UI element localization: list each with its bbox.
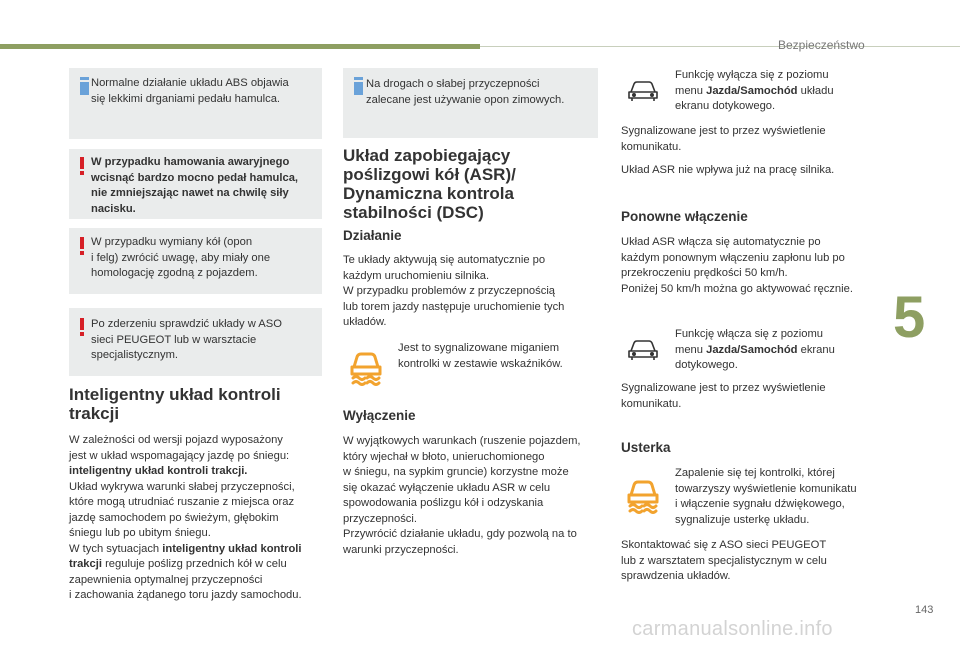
text-run: menu [675,343,707,356]
usterka-paragraph [675,466,857,528]
text-line: sygnalizuje usterkę układu. [675,513,810,526]
text-line: Układ wykrywa warunki słabej przyczepności, [69,480,295,493]
text-line: Sygnalizowane jest to przez wyświetlenie [621,382,826,394]
text-line: Sygnalizowane jest to przez wyświetlenie [621,125,826,137]
note-line: Normalne działanie układu ABS objawia [91,77,289,89]
text-run: reguluje poślizg przednich kół w celu [101,558,287,570]
warning-icon [80,237,84,255]
text-line: przekroczeniu prędkości 50 km/h. [621,267,788,279]
text-line: się okazać wyłączenie układu ASR w celu [343,481,551,494]
text-line [69,557,329,573]
text-run: menu [675,84,707,97]
esp-fault-lamp-icon [623,476,663,514]
text-line: śniegu lub po ubitym śniegu. [69,527,211,539]
header-accent-bar [0,44,480,49]
text-run-bold: trakcji [69,558,102,570]
text-line: komunikatu. [621,140,682,153]
text-line: kontrolki w zestawie wskaźników. [398,357,563,370]
info-icon [352,77,365,95]
ponowne-paragraph [621,235,886,297]
warning-icon [80,157,84,175]
text-line: spowodowania poślizgu kół i odzyskania [343,497,544,509]
warning-box-wheels [69,228,322,294]
heading-traction-control [69,385,281,423]
text-line [69,542,329,558]
text-line: zapewnienia optymalnej przyczepności [69,573,263,586]
heading-asr-dsc [343,146,516,222]
text-run: układu [797,84,834,97]
note-box-tyres [343,68,598,138]
warning-line: nacisku. [91,202,136,215]
off-signal-text [621,124,826,155]
text-line: Poniżej 50 km/h można go aktywować ręcznie. [621,282,853,295]
text-line: lub torem jazdy następuje uruchomienie tych [343,300,565,313]
section-title: Bezpieczeństwo [778,38,865,52]
text-line: Przywrócić działanie układu, gdy pozwolą na to [343,528,577,540]
text-line: ekranu dotykowego. [675,100,776,112]
text-line: przyczepności. [343,512,417,525]
text-line: Jest to sygnalizowane miganiem [398,342,560,354]
off-instructions [675,68,834,115]
text-line: komunikatu. [621,397,682,410]
contact-paragraph [621,538,827,585]
text-line: Te układy aktywują się automatycznie po [343,254,546,266]
chapter-number: 5 [893,285,926,350]
traction-control-paragraph [69,433,329,604]
wylaczenie-paragraph [343,434,608,558]
heading-line: Inteligentny układ kontroli [69,385,281,404]
esp-warning-lamp-icon [346,348,386,386]
text-line: towarzyszy wyświetlenie komunikatu [675,482,857,495]
text-line: jazdę samochodem po świeżym, głębokim [69,511,279,524]
warning-line: wcisnąć bardzo mocno pedał hamulca, [91,171,299,184]
off-asr-text: Układ ASR nie wpływa już na pracę silnika. [621,164,835,176]
on-signal-text [621,381,826,412]
on-instructions [675,327,835,374]
text-line: który wjechał w błoto, unieruchomionego [343,450,545,463]
text-line: Układ ASR włącza się automatycznie po [621,236,821,248]
page-number: 143 [915,604,934,616]
heading-dzialanie: Działanie [343,228,402,243]
note-box-abs [69,68,322,139]
text-line: W wyjątkowych warunkach (ruszenie pojazdem, [343,435,581,447]
text-line: w śniegu, na sypkim gruncie) korzystne może [343,466,569,478]
text-line: i zachowania żądanego toru jazdy samochodu. [69,589,302,601]
text-line: które mogą utrudniać ruszanie z miejsca oraz [69,496,295,508]
text-run: ekranu [797,343,835,356]
heading-line: stabilności (DSC) [343,203,484,222]
heading-line: poślizgowi kół (ASR)/ [343,165,516,184]
note-line: Na drogach o słabej przyczepności [366,78,540,90]
text-line: Funkcję włącza się z poziomu [675,328,823,340]
text-line: inteligentny układ kontroli trakcji. [69,465,248,477]
text-line: W zależności od wersji pojazd wyposażony [69,434,283,446]
warning-box-emergency [69,149,322,219]
text-line: lub z warsztatem specjalistycznym w celu [621,554,827,567]
text-line: sprawdzenia układów. [621,570,731,582]
menu-path: Jazda/Samochód [706,84,798,97]
watermark: carmanualsonline.info [632,618,833,640]
car-icon [627,339,659,361]
info-icon [78,77,91,95]
car-icon [627,80,659,102]
note-line: zalecane jest używanie opon zimowych. [366,93,565,106]
heading-wylaczenie: Wyłączenie [343,408,416,423]
heading-line: Dynamiczna kontrola [343,184,514,203]
warning-line: W przypadku hamowania awaryjnego [91,156,290,168]
text-line: Zapalenie się tej kontrolki, której [675,467,835,479]
warning-line: i felg) zwrócić uwagę, aby miały one [91,251,271,264]
text-line: warunki przyczepności. [343,543,459,556]
heading-line: Układ zapobiegający [343,146,511,165]
heading-line: trakcji [69,404,120,423]
warning-line: homologację zgodną z pojazdem. [91,267,258,279]
lamp-description [398,341,563,372]
warning-line: Po zderzeniu sprawdzić układy w ASO [91,318,282,330]
warning-line: W przypadku wymiany kół (opon [91,236,253,248]
warning-line: specjalistycznym. [91,349,179,361]
text-run: W tych sytuacjach [69,542,163,555]
text-line: jest w układ wspomagający jazdę po śniegu: [69,449,290,462]
text-line: W przypadku problemów z przyczepnością [343,285,556,297]
text-line: układów. [343,316,387,328]
heading-usterka: Usterka [621,440,671,455]
note-line: się lekkimi drganiami pedału hamulca. [91,92,281,105]
text-line: Skontaktować się z ASO sieci PEUGEOT [621,539,827,551]
warning-line: nie zmniejszając nawet na chwilę siły [91,187,289,199]
warning-icon [80,318,84,336]
menu-path: Jazda/Samochód [706,343,798,356]
text-line [675,343,835,359]
text-run-bold: inteligentny układ kontroli [162,542,302,555]
heading-ponowne: Ponowne włączenie [621,209,748,224]
warning-line: sieci PEUGEOT lub w warsztacie [91,333,257,346]
text-line: każdym ponownym włączeniu zapłonu lub po [621,251,845,264]
dzialanie-paragraph [343,253,603,331]
warning-box-collision [69,308,322,376]
text-line: i włączenie sygnału dźwiękowego, [675,498,845,510]
header-divider [480,46,960,47]
text-line: dotykowego. [675,359,738,371]
text-line [675,84,834,100]
text-line: każdym uruchomieniu silnika. [343,269,490,282]
text-line: Funkcję wyłącza się z poziomu [675,69,829,81]
